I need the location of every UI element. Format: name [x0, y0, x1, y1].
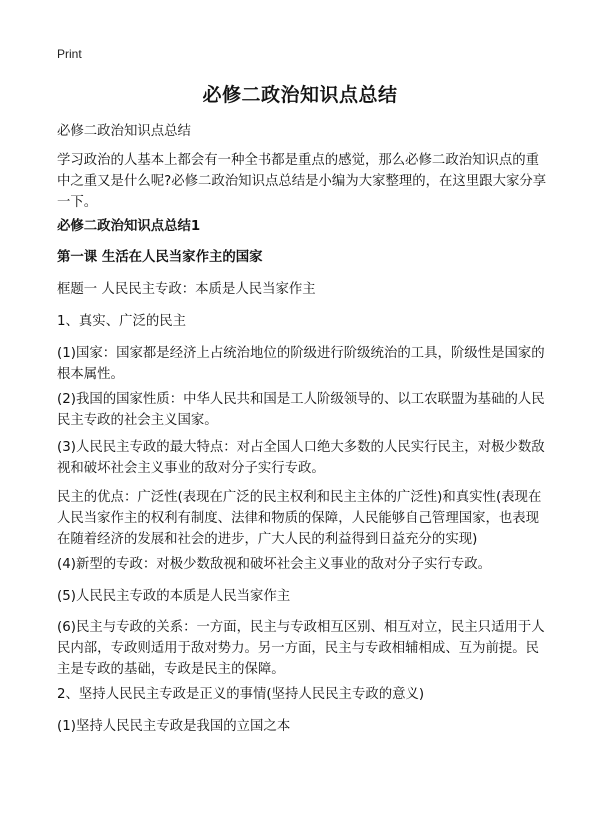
point-heading-1: 1、真实、广泛的民主 [57, 314, 187, 329]
list-item-1: (1)国家：国家都是经济上占统治地位的阶级进行阶级统治的工具，阶级性是国家的根本属性。 [57, 346, 545, 382]
list-item-3: (3)人民民主专政的最大特点：对占全国人口绝大多数的人民实行民主，对极少数敌视和破坏社会主义事业的敌对分子实行专政。 [57, 440, 545, 476]
list-item-5: (5)人民民主专政的本质是人民当家作主 [57, 589, 291, 604]
intro-paragraph: 学习政治的人基本上都会有一种全书都是重点的感觉，那么必修二政治知识点的重中之重又是什么呢?必修二政治知识点总结是小编为大家整理的，在这里跟大家分享一下。 [57, 153, 547, 210]
print-link[interactable]: Print [57, 47, 82, 61]
list-item-4: (4)新型的专政：对极少数敌视和破坏社会主义事业的敌对分子实行专政。 [57, 557, 492, 572]
subtitle: 必修二政治知识点总结 [57, 124, 191, 139]
list-item-6: (6)民主与专政的关系：一方面，民主与专政相互区别、相互对立，民主只适用于人民内部，专政则适用于敌对势力。另一方面，民主与专政相辅相成、互为前提。民主是专政的基础，专政是民主的保障。 [57, 620, 545, 677]
frame-heading: 框题一 人民民主专政：本质是人民当家作主 [57, 282, 316, 297]
section-heading: 必修二政治知识点总结1 [57, 219, 201, 234]
list-item-7: (1)坚持人民民主专政是我国的立国之本 [57, 719, 291, 734]
point-heading-2: 2、坚持人民民主专政是正义的事情(坚持人民民主专政的意义) [57, 687, 425, 702]
lesson-heading: 第一课 生活在人民当家作主的国家 [57, 250, 263, 265]
list-item-2: (2)我国的国家性质：中华人民共和国是工人阶级领导的、以工农联盟为基础的人民民主专政的社会主义国家。 [57, 392, 545, 428]
democracy-paragraph: 民主的优点：广泛性(表现在广泛的民主权利和民主主体的广泛性)和真实性(表现在人民当家作主的权利有制度、法律和物质的保障，人民能够自己管理国家，也表现在随着经济的发展和社会的进步，广大人民的利益得到日益充分的实现) [57, 490, 542, 547]
page-title: 必修二政治知识点总结 [202, 84, 398, 106]
